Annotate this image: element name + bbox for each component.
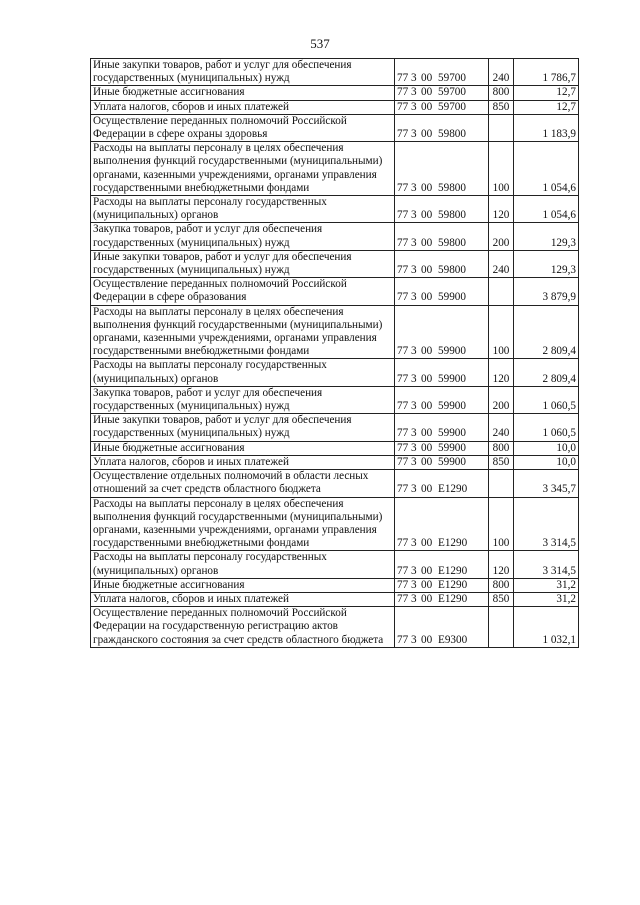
row-description: Иные закупки товаров, работ и услуг для обеспечения государственных (муниципальных) нужд — [91, 414, 395, 441]
row-description: Закупка товаров, работ и услуг для обеспечения государственных (муниципальных) нужд — [91, 386, 395, 413]
code-part-c4: 59800 — [438, 128, 466, 141]
row-amount: 1 060,5 — [514, 386, 579, 413]
code-part-c2: 3 — [411, 86, 417, 99]
row-description: Расходы на выплаты персоналу в целях обеспечения выполнения функций государственными (муниципальными) органами, казенными учреждениями, органами управления государственными внебюджетными фондами — [91, 142, 395, 196]
row-target-code — [395, 59, 489, 86]
code-part-c4: 59800 — [438, 181, 466, 194]
row-description: Осуществление переданных полномочий Российской Федерации в сфере охраны здоровья — [91, 114, 395, 141]
row-target-code — [395, 592, 489, 606]
row-amount: 2 809,4 — [514, 359, 579, 386]
code-part-c1: 77 — [397, 633, 409, 646]
code-part-c1: 77 — [397, 578, 409, 591]
code-part-c2: 3 — [411, 578, 417, 591]
row-amount: 12,7 — [514, 86, 579, 100]
code-part-c2: 3 — [411, 564, 417, 577]
row-description: Расходы на выплаты персоналу государственных (муниципальных) органов — [91, 359, 395, 386]
code-part-c1: 77 — [397, 86, 409, 99]
code-part-c4: 59700 — [438, 86, 466, 99]
page-number: 537 — [310, 36, 330, 51]
code-part-c2: 3 — [411, 455, 417, 468]
table-row — [91, 250, 579, 277]
table-row — [91, 470, 579, 497]
row-amount: 129,3 — [514, 250, 579, 277]
row-amount: 31,2 — [514, 578, 579, 592]
row-target-code — [395, 114, 489, 141]
code-part-c1: 77 — [397, 400, 409, 413]
table-row — [91, 142, 579, 196]
row-amount: 2 809,4 — [514, 305, 579, 359]
code-part-c3: 00 — [421, 291, 433, 304]
code-part-c2: 3 — [411, 592, 417, 605]
code-part-c3: 00 — [421, 345, 433, 358]
table-row — [91, 441, 579, 455]
row-description: Расходы на выплаты персоналу государственных (муниципальных) органов — [91, 196, 395, 223]
code-part-c4: Е1290 — [438, 537, 468, 550]
code-part-c1: 77 — [397, 455, 409, 468]
row-expense-type: 800 — [489, 441, 514, 455]
row-amount: 3 879,9 — [514, 278, 579, 305]
table-row — [91, 592, 579, 606]
table-row — [91, 59, 579, 86]
code-part-c3: 00 — [421, 592, 433, 605]
row-description: Иные закупки товаров, работ и услуг для обеспечения государственных (муниципальных) нужд — [91, 59, 395, 86]
code-part-c4: 59900 — [438, 400, 466, 413]
row-description: Уплата налогов, сборов и иных платежей — [91, 592, 395, 606]
row-description: Иные закупки товаров, работ и услуг для обеспечения государственных (муниципальных) нужд — [91, 250, 395, 277]
row-expense-type — [489, 278, 514, 305]
code-part-c3: 00 — [421, 578, 433, 591]
row-expense-type: 100 — [489, 497, 514, 551]
row-amount: 1 032,1 — [514, 607, 579, 648]
row-description: Иные бюджетные ассигнования — [91, 578, 395, 592]
row-amount: 10,0 — [514, 455, 579, 469]
row-amount: 1 060,5 — [514, 414, 579, 441]
table-row — [91, 414, 579, 441]
table-row — [91, 607, 579, 648]
row-expense-type: 120 — [489, 196, 514, 223]
code-part-c2: 3 — [411, 264, 417, 277]
code-part-c2: 3 — [411, 372, 417, 385]
code-part-c4: Е9300 — [438, 633, 468, 646]
row-expense-type: 800 — [489, 86, 514, 100]
row-target-code — [395, 278, 489, 305]
code-part-c4: 59700 — [438, 100, 466, 113]
code-part-c1: 77 — [397, 592, 409, 605]
code-part-c4: 59700 — [438, 72, 466, 85]
row-description: Иные бюджетные ассигнования — [91, 441, 395, 455]
row-expense-type: 850 — [489, 100, 514, 114]
row-amount: 3 314,5 — [514, 497, 579, 551]
code-part-c1: 77 — [397, 264, 409, 277]
code-part-c3: 00 — [421, 100, 433, 113]
row-expense-type: 120 — [489, 551, 514, 578]
row-amount: 1 183,9 — [514, 114, 579, 141]
code-part-c3: 00 — [421, 564, 433, 577]
code-part-c1: 77 — [397, 236, 409, 249]
row-target-code — [395, 223, 489, 250]
table-row — [91, 86, 579, 100]
code-part-c3: 00 — [421, 441, 433, 454]
code-part-c3: 00 — [421, 400, 433, 413]
code-part-c2: 3 — [411, 400, 417, 413]
row-target-code — [395, 455, 489, 469]
row-target-code — [395, 551, 489, 578]
row-target-code — [395, 441, 489, 455]
code-part-c2: 3 — [411, 181, 417, 194]
code-part-c1: 77 — [397, 209, 409, 222]
code-part-c3: 00 — [421, 455, 433, 468]
row-description: Осуществление переданных полномочий Российской Федерации на государственную регистрацию актов гражданского состояния за счет средств областного бюджета — [91, 607, 395, 648]
row-expense-type — [489, 114, 514, 141]
code-part-c3: 00 — [421, 633, 433, 646]
row-amount: 10,0 — [514, 441, 579, 455]
row-target-code — [395, 142, 489, 196]
row-target-code — [395, 578, 489, 592]
code-part-c1: 77 — [397, 291, 409, 304]
table-row — [91, 114, 579, 141]
table-row — [91, 578, 579, 592]
code-part-c1: 77 — [397, 483, 409, 496]
row-description: Расходы на выплаты персоналу в целях обеспечения выполнения функций государственными (муниципальными) органами, казенными учреждениями, органами управления государственными внебюджетными фондами — [91, 497, 395, 551]
code-part-c2: 3 — [411, 291, 417, 304]
row-amount: 1 054,6 — [514, 196, 579, 223]
code-part-c3: 00 — [421, 537, 433, 550]
row-target-code — [395, 386, 489, 413]
row-description: Расходы на выплаты персоналу в целях обеспечения выполнения функций государственными (муниципальными) органами, казенными учреждениями, органами управления государственными внебюджетными фондами — [91, 305, 395, 359]
table-row — [91, 386, 579, 413]
row-expense-type: 240 — [489, 414, 514, 441]
code-part-c1: 77 — [397, 537, 409, 550]
code-part-c4: 59800 — [438, 236, 466, 249]
code-part-c1: 77 — [397, 128, 409, 141]
code-part-c1: 77 — [397, 181, 409, 194]
code-part-c2: 3 — [411, 427, 417, 440]
code-part-c1: 77 — [397, 345, 409, 358]
row-target-code — [395, 250, 489, 277]
code-part-c4: Е1290 — [438, 564, 468, 577]
code-part-c4: 59800 — [438, 209, 466, 222]
row-amount: 3 345,7 — [514, 470, 579, 497]
code-part-c4: 59900 — [438, 455, 466, 468]
row-target-code — [395, 100, 489, 114]
row-amount: 31,2 — [514, 592, 579, 606]
row-expense-type: 850 — [489, 455, 514, 469]
code-part-c2: 3 — [411, 345, 417, 358]
row-expense-type: 200 — [489, 223, 514, 250]
row-description: Уплата налогов, сборов и иных платежей — [91, 100, 395, 114]
code-part-c1: 77 — [397, 100, 409, 113]
code-part-c1: 77 — [397, 427, 409, 440]
row-amount: 129,3 — [514, 223, 579, 250]
code-part-c4: 59900 — [438, 345, 466, 358]
table-row — [91, 359, 579, 386]
row-target-code — [395, 497, 489, 551]
budget-table — [90, 58, 579, 648]
table-row — [91, 223, 579, 250]
table-row — [91, 305, 579, 359]
code-part-c4: Е1290 — [438, 592, 468, 605]
row-expense-type: 850 — [489, 592, 514, 606]
row-target-code — [395, 196, 489, 223]
row-target-code — [395, 359, 489, 386]
row-description: Уплата налогов, сборов и иных платежей — [91, 455, 395, 469]
row-expense-type — [489, 470, 514, 497]
row-description: Расходы на выплаты персоналу государственных (муниципальных) органов — [91, 551, 395, 578]
table-body — [91, 59, 579, 648]
code-part-c4: Е1290 — [438, 483, 468, 496]
table-row — [91, 551, 579, 578]
row-description: Осуществление переданных полномочий Российской Федерации в сфере образования — [91, 278, 395, 305]
row-expense-type: 100 — [489, 142, 514, 196]
code-part-c1: 77 — [397, 564, 409, 577]
row-target-code — [395, 414, 489, 441]
code-part-c3: 00 — [421, 427, 433, 440]
table-row — [91, 196, 579, 223]
code-part-c3: 00 — [421, 264, 433, 277]
row-expense-type — [489, 607, 514, 648]
code-part-c3: 00 — [421, 483, 433, 496]
code-part-c1: 77 — [397, 372, 409, 385]
table-row — [91, 455, 579, 469]
code-part-c4: 59800 — [438, 264, 466, 277]
code-part-c3: 00 — [421, 86, 433, 99]
table-row — [91, 497, 579, 551]
code-part-c3: 00 — [421, 128, 433, 141]
row-target-code — [395, 86, 489, 100]
code-part-c3: 00 — [421, 72, 433, 85]
row-amount: 3 314,5 — [514, 551, 579, 578]
code-part-c4: 59900 — [438, 441, 466, 454]
row-expense-type: 100 — [489, 305, 514, 359]
code-part-c3: 00 — [421, 209, 433, 222]
row-description: Осуществление отдельных полномочий в области лесных отношений за счет средств областного бюджета — [91, 470, 395, 497]
row-amount: 12,7 — [514, 100, 579, 114]
row-amount: 1 786,7 — [514, 59, 579, 86]
code-part-c1: 77 — [397, 72, 409, 85]
row-description: Иные бюджетные ассигнования — [91, 86, 395, 100]
code-part-c4: 59900 — [438, 372, 466, 385]
code-part-c2: 3 — [411, 483, 417, 496]
row-expense-type: 240 — [489, 250, 514, 277]
code-part-c3: 00 — [421, 236, 433, 249]
code-part-c2: 3 — [411, 128, 417, 141]
code-part-c3: 00 — [421, 372, 433, 385]
code-part-c2: 3 — [411, 72, 417, 85]
table-row — [91, 100, 579, 114]
row-target-code — [395, 470, 489, 497]
row-target-code — [395, 305, 489, 359]
row-amount: 1 054,6 — [514, 142, 579, 196]
code-part-c2: 3 — [411, 236, 417, 249]
code-part-c3: 00 — [421, 181, 433, 194]
row-target-code — [395, 607, 489, 648]
row-expense-type: 120 — [489, 359, 514, 386]
code-part-c4: Е1290 — [438, 578, 468, 591]
code-part-c2: 3 — [411, 633, 417, 646]
code-part-c2: 3 — [411, 209, 417, 222]
code-part-c2: 3 — [411, 537, 417, 550]
code-part-c1: 77 — [397, 441, 409, 454]
row-expense-type: 240 — [489, 59, 514, 86]
code-part-c2: 3 — [411, 100, 417, 113]
code-part-c4: 59900 — [438, 291, 466, 304]
row-description: Закупка товаров, работ и услуг для обеспечения государственных (муниципальных) нужд — [91, 223, 395, 250]
row-expense-type: 200 — [489, 386, 514, 413]
table-row — [91, 278, 579, 305]
code-part-c2: 3 — [411, 441, 417, 454]
row-expense-type: 800 — [489, 578, 514, 592]
code-part-c4: 59900 — [438, 427, 466, 440]
